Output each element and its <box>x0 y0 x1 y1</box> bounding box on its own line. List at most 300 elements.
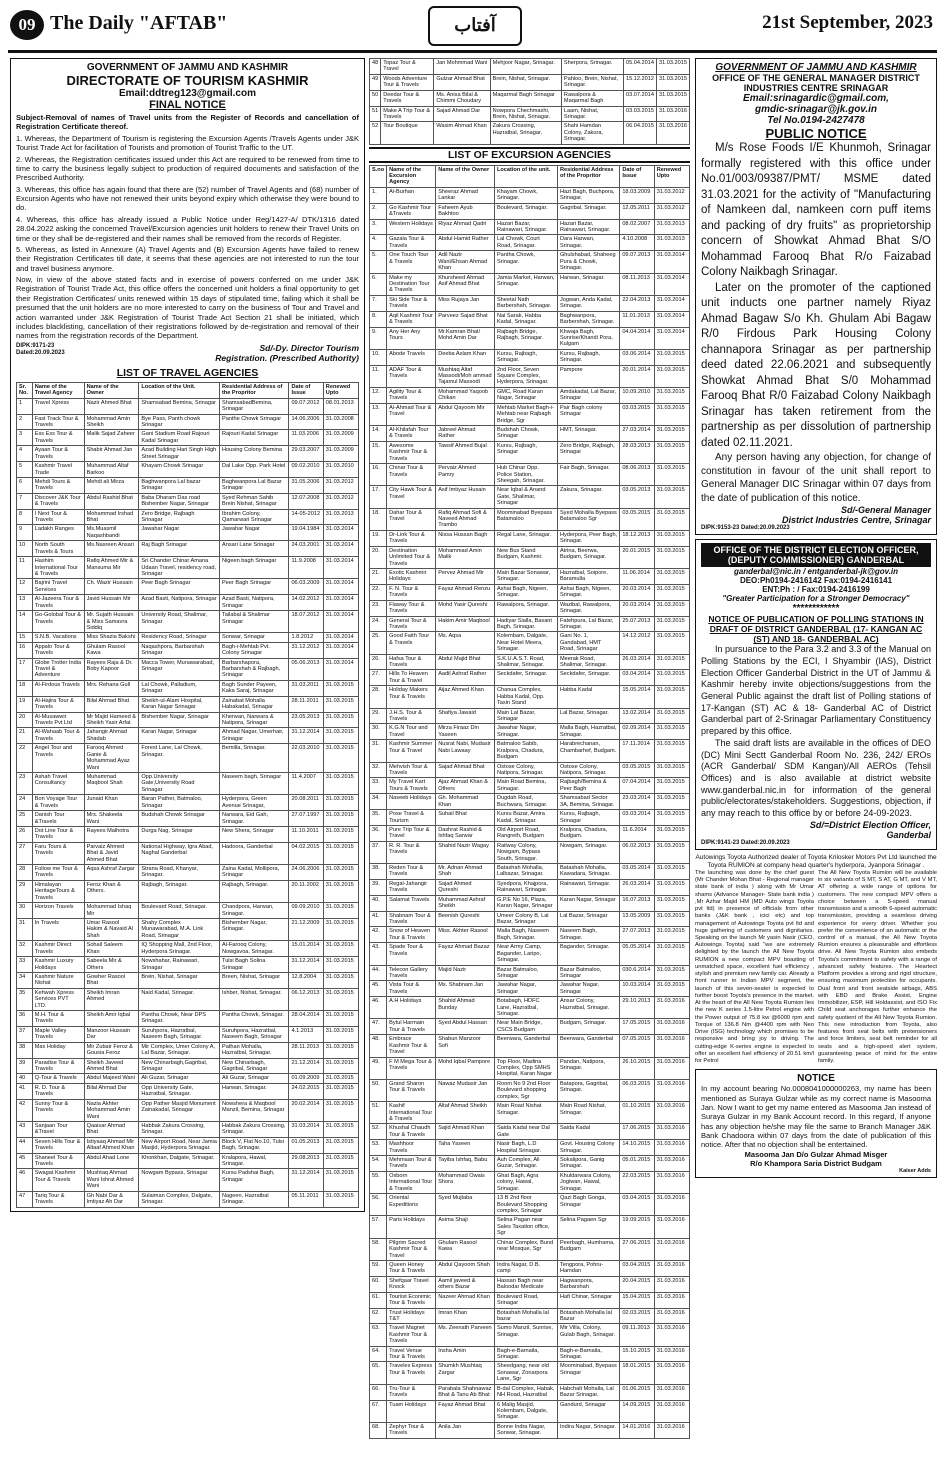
table-cell: Abdul Majid Bhat <box>436 654 495 670</box>
table-cell: 29 <box>17 880 33 902</box>
table-cell: Ali Guzar, Srinagar <box>139 1074 220 1083</box>
table-cell: Paradise Tour & Travels <box>32 1058 84 1074</box>
table-cell: 37 <box>17 1026 33 1042</box>
table-cell: Tulsi Bagh Solina Srinagar <box>219 957 288 973</box>
table-cell: Ghulam Rasool Kawa <box>436 1238 495 1260</box>
table-row <box>370 349 690 365</box>
table-cell: 31.03.2013 <box>654 235 689 251</box>
table-cell: 31.03.2015 <box>654 943 689 965</box>
table-cell: Kursu, Rajbagh, Srinagar <box>494 441 557 463</box>
table-cell: 06.03.2009 <box>289 579 323 595</box>
table-cell: Western Holidays <box>387 219 436 235</box>
election-notice <box>695 539 937 849</box>
table-header-cell: Renewed Upto <box>323 382 358 398</box>
table-row <box>17 1011 359 1027</box>
table-cell: Mr. Adnan Ahmad Shah <box>436 864 495 880</box>
table-cell: Hyderpora, Green Avenue Srinagar, <box>219 795 288 811</box>
table-cell: 31.03.2015 <box>323 1011 358 1027</box>
table-cell: 31.03.2013 <box>654 219 689 235</box>
table-cell: 15.01.2014 <box>289 941 323 957</box>
table-row <box>370 841 690 863</box>
dic-title: PUBLIC NOTICE <box>765 126 867 141</box>
table-row <box>17 557 359 579</box>
table-cell: Sajad Ahmad Bhat <box>436 762 495 778</box>
table-cell: 13.05.2009 <box>620 911 654 927</box>
table-cell: Indira Nagar, Srinagar. <box>557 1422 619 1438</box>
table-cell: Mohammad Irshad Bhat <box>84 509 139 525</box>
table-cell: 31.03.2016 <box>654 1400 689 1422</box>
table-cell: Kashmir Travel Trade <box>32 462 84 478</box>
table-cell: 31.03.2015 <box>323 1191 358 1207</box>
table-cell: Ms. Shabnam Jan <box>436 981 495 997</box>
table-cell: ShamsabadBemina, Srinagar <box>219 398 288 414</box>
table-cell: Saida Kadal <box>557 1124 619 1140</box>
table-cell: Kashmir Direct Travels <box>32 941 84 957</box>
table-cell: Kashmir Luxury Holidays <box>32 957 84 973</box>
table-cell: Majid Nazir <box>436 965 495 981</box>
table-row <box>17 988 359 1010</box>
table-cell: Ms. Aqsa <box>436 632 495 654</box>
table-cell: 31.03.2016 <box>654 1102 689 1124</box>
table-cell: 31.03.2015 <box>323 795 358 811</box>
table-cell: Aqil Kashmir Tour & Travels <box>387 311 436 327</box>
table-cell: 25.07.2013 <box>620 616 654 632</box>
table-cell: 31.03.2015 <box>654 911 689 927</box>
table-row <box>370 600 690 616</box>
table-cell: 23. <box>370 600 387 616</box>
table-cell: Aadil Ashraf Rather <box>436 670 495 686</box>
table-cell: 51 <box>370 106 381 122</box>
table-cell: Botashah Mohalla lal Bazar <box>557 1308 619 1324</box>
table-cell: Khwaja Bagh, Sunrise/Khandi Pora, Kulgam <box>557 327 619 349</box>
table-cell: Hakim Amir Maqbool <box>436 616 495 632</box>
table-cell: Brein, Nishat, Srinagar <box>139 972 220 988</box>
table-cell: 1 <box>17 398 33 414</box>
table-cell: 31.03.2015 <box>323 957 358 973</box>
table-cell: 31.03.2016 <box>654 1057 689 1079</box>
table-row <box>17 728 359 744</box>
table-cell: 13.02.2014 <box>620 708 654 724</box>
table-cell: 32. <box>370 762 387 778</box>
table-cell: 09.09.2010 <box>289 903 323 919</box>
table-cell: 31.03.2015 <box>654 654 689 670</box>
table-cell: Hashim International Tour & Travels <box>32 557 84 579</box>
table-cell: 14.10.2015 <box>620 1140 654 1156</box>
table-cell: Jamia Market, Harwan, Srinagar. <box>494 273 557 295</box>
table-cell: 23 <box>17 772 33 794</box>
table-cell: 11. <box>370 365 387 387</box>
table-cell: Sohail Saleem Khan <box>84 941 139 957</box>
table-cell: 31.03.2014 <box>654 273 689 295</box>
table-cell: Boulevard Road, Srinagar <box>494 1292 557 1308</box>
table-cell: Farooq Ahmed Ganie & Mohammad Ayaz Wani <box>84 744 139 773</box>
table-cell: 29.10.2013 <box>620 997 654 1019</box>
table-cell: 28.04.2014 <box>289 1011 323 1027</box>
table-cell: Junaid Khan <box>84 795 139 811</box>
table-row <box>370 1292 690 1308</box>
table-cell: 31.03.2015 <box>323 1083 358 1099</box>
table-cell: Mr. Sujath Hussain & Miss Samavra Siddiq <box>84 611 139 633</box>
table-cell: Bon Voyage Tour & Travels <box>32 795 84 811</box>
table-cell: Ladakh Ranges <box>32 525 84 541</box>
table-cell: HMT, Srinagar. <box>557 425 619 441</box>
table-cell: Abdul Rashid Bhat <box>84 493 139 509</box>
table-cell: Follow me Tour & Travels <box>32 865 84 881</box>
table-cell: Destination Unlimited Tour & Travels <box>387 546 436 568</box>
table-row <box>370 1140 690 1156</box>
table-cell: 19.09.2015 <box>620 1216 654 1238</box>
table-cell: Shahy Complex Munawarabad, M.A. Link Road, Srinagar <box>139 918 220 940</box>
table-cell: Aamil javeed & others Bazar <box>436 1276 495 1292</box>
table-cell: 40. <box>370 895 387 911</box>
table-row <box>370 219 690 235</box>
table-cell: Dal Lake Opp. Park Hotel <box>219 462 288 478</box>
table-cell: Mehjoor Nagar, Srinagar. <box>490 59 561 75</box>
table-cell: Malik Sajad Zaheer <box>84 430 139 446</box>
table-cell: Gh. Mohammad Khan <box>436 794 495 810</box>
table-cell: Mohd Iqbal Pampore <box>436 1057 495 1079</box>
table-cell: Kashmir Nature Nishat <box>32 972 84 988</box>
table-row <box>370 654 690 670</box>
table-cell: Al-Firdous Travels <box>32 680 84 696</box>
table-cell: 31.03.2015 <box>654 616 689 632</box>
table-cell: 31.03.2015 <box>323 728 358 744</box>
table-cell: Gowher Rasool Bhat <box>84 972 139 988</box>
table-row <box>370 251 690 273</box>
table-cell: 31.03.2015 <box>654 740 689 762</box>
table-cell: Rainawari, Srinagar. <box>557 879 619 895</box>
table-row <box>370 203 690 219</box>
dic-email: Email:srinagardic@gmail.com, <box>743 93 889 104</box>
table-cell: 16 <box>17 642 33 658</box>
table-cell: 31.03.2011 <box>289 680 323 696</box>
table-cell: Good Faith Tour & Travels <box>387 632 436 654</box>
table-cell: Karan Nagar, Srinagar <box>557 895 619 911</box>
table-cell: K.G.N Tour and Travel <box>387 724 436 740</box>
table-cell: Topaz Tour & Travel <box>381 59 434 75</box>
table-cell: 03.04.2014 <box>620 670 654 686</box>
table-cell: Zephyr Tour & Travels <box>387 1422 436 1438</box>
table-cell: Ghulshabad, Shaheeg Pura & Chowk, Srinagar. <box>557 251 619 273</box>
table-row <box>17 1121 359 1137</box>
table-cell: 31.03.2015 <box>654 841 689 863</box>
table-cell: Rayees Raja & Dr. Boby Kapoor <box>84 658 139 680</box>
table-row <box>370 569 690 585</box>
table-cell: 26.10.2015 <box>620 1057 654 1079</box>
table-cell: Baran Pather, Batmaloo, Srinagar <box>139 795 220 811</box>
travel-agencies-table-continued <box>369 58 690 145</box>
table-cell: Holiday Makers Tour & Travels <box>387 686 436 708</box>
table-cell: Chinar Tour & Travels <box>387 464 436 486</box>
table-cell: Reden Tour & Travels <box>387 864 436 880</box>
table-cell: 31 <box>17 918 33 940</box>
table-cell: 31.03.2015 <box>654 778 689 794</box>
table-cell: Telecon Gallery Travels <box>387 965 436 981</box>
table-cell: Mir Villa, Colony, Gulab Bagh, Srinagar. <box>557 1324 619 1346</box>
table-cell: Old Airport Road, Rangreth, Budgam <box>494 825 557 841</box>
table-row <box>370 1260 690 1276</box>
dic-notice <box>695 58 937 535</box>
table-cell: 6 <box>17 477 33 493</box>
table-cell: 3. <box>370 219 387 235</box>
table-cell: Residency Road, Srinagar <box>139 633 220 642</box>
table-cell: Baba Dharam Das road Bishember Nagar, Srinagar <box>139 493 220 509</box>
table-cell: 11.03.2006 <box>289 430 323 446</box>
table-cell: Kralpora, Chadura, Budgam. <box>557 825 619 841</box>
table-cell: Naid Kadal, Srinagar. <box>139 988 220 1010</box>
table-cell: 31.03.2016 <box>654 1079 689 1101</box>
table-cell: 14 <box>17 611 33 633</box>
table-row <box>370 778 690 794</box>
para: 2. Whereas, the Registration certificates issued under this Act are required to be renewed from time to time to carry the business legally subject to production of required documents and satisfaction of the Prescribed Authority. <box>16 154 359 183</box>
table-cell: Pantha Chowk, Srinagar. <box>494 251 557 273</box>
table-cell: 31.03.2016 <box>654 1140 689 1156</box>
table-cell: Opp Pather Masjid Monument Zainakadal, Srinagar <box>139 1099 220 1121</box>
table-row <box>370 1019 690 1035</box>
table-cell: Aqsa Ashraf Zargar <box>84 865 139 881</box>
table-cell: Forest Lane, Lal Chowk, Srinagar. <box>139 744 220 773</box>
table-cell: Manzoor Hussain Dar <box>84 1026 139 1042</box>
table-cell: Main Road Bemina, Srinagar. <box>494 778 557 794</box>
table-row <box>370 740 690 762</box>
table-cell: Harabrechanan, Chambarhef, Budgam. <box>557 740 619 762</box>
table-cell: Travel Magnet Kashmir Tour & Travels <box>387 1324 436 1346</box>
table-cell: 31.03.2016 <box>656 122 689 144</box>
table-cell: Habbak Zakura Crossing, Srinagar. <box>219 1121 288 1137</box>
table-cell: Nai Sarak, Habba Kadal, Srinagar. <box>494 311 557 327</box>
table-row <box>17 972 359 988</box>
table-cell: 15.04.2015 <box>620 1292 654 1308</box>
table-cell: 31.03.2016 <box>654 1276 689 1292</box>
table-cell: I Next Tour & Travels <box>32 509 84 525</box>
table-cell: 03.04.2015 <box>620 1194 654 1216</box>
table-cell: 31.03.2015 <box>654 794 689 810</box>
table-row <box>370 686 690 708</box>
table-cell: Durga Nag, Srinagar <box>139 826 220 842</box>
table-cell: Nowshera & Maqbool Manzil, Bemina, Srinagar <box>219 1099 288 1121</box>
table-cell: 14-05-2012 <box>289 509 323 525</box>
table-cell: Pilgrim Sacred Kashmir Tour & Travel <box>387 1238 436 1260</box>
tourism-dept: DIRECTORATE OF TOURISM KASHMIR <box>66 73 309 88</box>
table-cell: Shabnam Tour & Travels <box>387 911 436 927</box>
table-cell: Khayam Chowk Srinagar <box>139 462 220 478</box>
table-cell: 18. <box>370 508 387 530</box>
table-cell: Bishember Nagar, Srinagar. <box>219 918 288 940</box>
table-cell: 31.03.2015 <box>654 708 689 724</box>
table-cell: Strana Road, Khanyar, Srinagar. <box>139 865 220 881</box>
table-row <box>370 403 690 425</box>
table-cell: Kursu, Rajbagh, Srinagar <box>557 810 619 826</box>
para: Now, in view of the above stated facts and in exercise of powers conferred on me under J&K Registration of Tourist Trade Act, this office offers the concerned unit holders a final opportunity to get their Registration Certificates/ units renewed within 15 days of stipulated time, failing which it shall be presumed that the unit holders are no more interested to carry on the business of Tour and Travel and action warranted under J&K Registration of Tourist Trade Act Section 21 shall be initiated, which includes blacklisting, cancellation of their registrations followed by de-registration and removal of their names from the registration records of the Department. <box>16 275 359 341</box>
table-cell: Botabagh, HDFC Lane, Hazratbal, Srinagar. <box>494 997 557 1019</box>
table-cell: 31.03.2015 <box>323 1074 358 1083</box>
election-ent: ENT:Ph : / Fax:0194-2416199 <box>762 585 870 595</box>
table-cell: Al-Wahaab Tour & Travels <box>32 728 84 744</box>
table-cell: 31.12.2014 <box>289 1169 323 1191</box>
table-cell: Discover J&K Tour & Travels <box>32 493 84 509</box>
table-cell: Khushal Chaudh Tour & Travels <box>387 1124 436 1140</box>
table-cell: 31.03.2014 <box>323 541 358 557</box>
table-header-cell: Residential Address of the Propritor <box>557 165 619 187</box>
table-cell: 6. <box>370 273 387 295</box>
table-cell: 31.12.2014 <box>289 957 323 973</box>
table-cell: Opp.University Gate,University Road Srinagar <box>139 772 220 794</box>
table-cell: Sheeraz Ahmad Lankar <box>436 187 495 203</box>
table-cell: Mohammad Amin Sheikh <box>84 414 139 430</box>
table-cell: Miss Rujaya Jan <box>436 295 495 311</box>
table-cell: 31.03.2015 <box>323 744 358 773</box>
table-cell: 31.03.2015 <box>656 90 689 106</box>
table-cell: Ski Side Tour & Travels <box>387 295 436 311</box>
table-cell: Syed Rehman Sahib Brein Nishat, Srinagar <box>219 493 288 509</box>
table-cell: 10 <box>17 541 33 557</box>
table-cell: 8 <box>17 509 33 525</box>
table-cell: Vista Tour & Travels <box>387 981 436 997</box>
table-row <box>17 696 359 712</box>
table-cell: Seckdafer, Srinagar. <box>494 670 557 686</box>
para: 4. Whereas, this office has already issued a Public Notice under Reg/1427-A/ DTK/1316 dated 28.04.2022 asking the concerned Travel/Excursion agencies unit holders to renew their Travel Units on time or they shall be de-registered and their names shall be removed from the records of Register. <box>16 214 359 243</box>
table-cell: Suhail Bhat <box>436 810 495 826</box>
table-cell: Bonne Indra Nagar, Sonwar, Srinagar. <box>494 1422 557 1438</box>
table-cell: 1. <box>370 187 387 203</box>
table-cell: Naseeb Holidays <box>387 794 436 810</box>
table-cell: Al-Musawwir Travels Pvt Ltd <box>32 712 84 728</box>
table-cell: 31.03.2015 <box>323 865 358 881</box>
table-cell: Qazi Bagh Gonga, Srinagar <box>557 1194 619 1216</box>
table-cell: 15 <box>17 633 33 642</box>
table-cell: 38 <box>17 1042 33 1058</box>
table-cell: Nowpora Chechmashi, Brein, Nishat, Srinagar. <box>490 106 561 122</box>
table-cell: Maple Valley Travels <box>32 1026 84 1042</box>
table-cell: 55. <box>370 1171 387 1193</box>
table-cell: Sheikh-ul-Alam Hospital, Karan Nagar Srinagar <box>139 696 220 712</box>
table-cell: 31.03.2016 <box>654 997 689 1019</box>
table-cell: 35 <box>17 988 33 1010</box>
table-cell: Nasir Bagh, L.D Hospital Srinagar. <box>494 1140 557 1156</box>
table-row <box>17 611 359 633</box>
table-cell: Q-Tour & Travels <box>32 1074 84 1083</box>
toyota-left-text: The launching was done by the chief guest (Mr Chander Mohan Bhat - Regional manager state bank of india ) along with Mr Umar shams (Advance Manager- State bank india ) ,Mr Azhar Majid HM (MD Auto wings Toyota pvt ltd) in presence of officials from other banks (J&K bank , icici etc) and top management of Autowings Toyota pvt ltd and huge gathering of customers and dignitaries. Speaking on the launch Mr yasin Nasir (CEO, Autowings Toyota) said "we are extremely delighted by the launch the All New Toyota RUMION a new compact MPV boasting of unmatched space, excellent fuel efficiency , stylish and premium new family car. Already a front runner in Indian MPV segment, the launch of this seven-seater is expected to further boost Toyota's presence in the market. At the heart of the All New Toyota Rumion lies the new K series 1.5-litre Petrol engine with the Power output of 75.8 kw @6000 rpm and Torque of 136.8 Nm @4400 rpm with Neo Drive (ISG) technology which promises to be responsive and bring joy to driving. The cutting-edge K-series engine is expected to offer an excellent fuel efficiency of 20.51 km/l for Petrol <box>695 869 814 1064</box>
table-cell: 31.03.2014 <box>654 295 689 311</box>
table-cell: Narwara, Eid Gah, Srinagar. <box>219 811 288 827</box>
table-cell: 31.03.2015 <box>654 981 689 997</box>
table-cell: 46. <box>370 997 387 1019</box>
table-cell: 31.12.2014 <box>289 728 323 744</box>
table-cell: 31.03.2015 <box>654 584 689 600</box>
table-cell: 31.03.2015 <box>323 826 358 842</box>
table-cell: Nowgam, Srinagar. <box>557 841 619 863</box>
table-row <box>17 462 359 478</box>
table-cell: 25 <box>17 811 33 827</box>
table-cell: 31.03.2015 <box>323 988 358 1010</box>
tourism-notice <box>10 58 365 1212</box>
table-cell: 01.05.2013 <box>289 1137 323 1153</box>
table-cell: Mir Complex, Umer Colony A, Lal Bazar, Srinagar. <box>139 1042 220 1058</box>
table-cell: 26.03.2014 <box>620 654 654 670</box>
table-row <box>370 235 690 251</box>
table-cell: Abode Travels <box>387 349 436 365</box>
table-cell: Parabala Shahnawaz Bhat & Tanu Ab Bhat <box>436 1384 495 1400</box>
table-cell: 28.03.2013 <box>620 441 654 463</box>
table-cell: Ashah Travel Consultancy <box>32 772 84 794</box>
table-cell: Baghwanpora Lal bazar Srinagar <box>139 477 220 493</box>
table-cell: Hadiyar Sialla, Basant Bagh, Srinagar. <box>494 616 557 632</box>
table-row <box>17 1099 359 1121</box>
table-cell: 31.03.2015 <box>323 1058 358 1074</box>
table-cell: 56. <box>370 1194 387 1216</box>
table-cell: 14.09.2015 <box>620 1400 654 1422</box>
table-cell: 23.03.2014 <box>620 794 654 810</box>
table-row <box>370 1057 690 1079</box>
table-cell: 22.03.2010 <box>289 744 323 773</box>
travel-agencies-table <box>16 382 359 1208</box>
table-cell: 8. <box>370 311 387 327</box>
table-cell: Botashah Mohalla lal bazar <box>494 1308 557 1324</box>
table-cell: Bytul Harmain Tour & Travels <box>387 1019 436 1035</box>
column-excursion <box>369 58 690 1478</box>
table-cell: Sajid Ahmad Khan <box>436 1124 495 1140</box>
table-cell: 31.03.2015 <box>654 864 689 880</box>
table-cell: Ghat Bagh, Agra colony, Hawal, Srinagar. <box>494 1171 557 1193</box>
table-cell: Ms.Muasmil Naqashbandi <box>84 525 139 541</box>
table-cell: 01.10.2015 <box>620 1102 654 1124</box>
table-cell: Bagander, Srinagar. <box>557 943 619 965</box>
table-cell: North South Travels & Tours <box>32 541 84 557</box>
table-cell: Rajouri Kadal Srinagar <box>219 430 288 446</box>
table-cell: Hazari Bazar, Rainawari, Srinagar. <box>557 219 619 235</box>
table-cell: 31.03.2013 <box>323 509 358 525</box>
table-cell: 06.12.2013 <box>289 988 323 1010</box>
table-cell: 08.11.2013 <box>620 273 654 295</box>
table-row <box>370 327 690 349</box>
table-cell: 31.03.2015 <box>323 1169 358 1191</box>
tourism-email: Email:ddtreg123@gmail.com <box>118 88 256 99</box>
table-cell: 31.03.2015 <box>654 686 689 708</box>
table-cell: 42 <box>17 1099 33 1121</box>
table-cell: 21.12.2009 <box>289 918 323 940</box>
table-cell: 57. <box>370 1216 387 1238</box>
table-cell: 19. <box>370 530 387 546</box>
table-cell: Mehvish Tour & Travels <box>387 762 436 778</box>
table-cell: Zaina Kadal, Mollipora, Srinagar <box>219 865 288 881</box>
table-cell: Lal Chowk, Court Road, Srinagar. <box>494 235 557 251</box>
table-cell: 31.03.2016 <box>654 1171 689 1193</box>
table-cell: One Touch Tour & Travels <box>387 251 436 273</box>
table-cell: 31.03.2016 <box>654 1260 689 1276</box>
table-cell: 31.03.2014 <box>289 1121 323 1137</box>
table-cell: Ashai Bagh, Nigeen, Srinagar. <box>494 584 557 600</box>
table-cell: Rawalpora, Srinagar. <box>494 600 557 616</box>
table-cell: F M Mega Tour & Travels <box>387 1057 436 1079</box>
table-cell: Kehwah Xpress Services PVT LTD. <box>32 988 84 1010</box>
table-row <box>370 122 690 144</box>
dic-office: OFFICE OF THE GENERAL MANAGER DISTRICT INDUSTRIES CENTRE SRINAGAR <box>712 73 920 93</box>
table-cell: Sumo Manzil, Sunrise, Srinagar. <box>494 1324 557 1346</box>
table-cell: Fatehpura, Lal Bazar, Srinagar. <box>557 616 619 632</box>
table-cell: 31.03.2015 <box>654 508 689 530</box>
table-cell: Zakura Crossing, Hazratbal, Srinagar. <box>490 122 561 144</box>
table-cell: Rajbagh/Bemina & Peer Bagh <box>557 778 619 794</box>
table-cell: 31.03.2015 <box>654 387 689 403</box>
table-cell: Main Lal Bazar, Srinagar <box>494 708 557 724</box>
table-cell: A.H Holidays <box>387 997 436 1019</box>
table-cell: Angel Tour and Travels <box>32 744 84 773</box>
table-row <box>17 525 359 541</box>
column-tourism <box>10 58 365 1478</box>
table-cell: 31.05.2006 <box>289 477 323 493</box>
table-cell: 31.03.2016 <box>654 1238 689 1260</box>
table-cell: Agility Tour & Travels <box>387 387 436 403</box>
